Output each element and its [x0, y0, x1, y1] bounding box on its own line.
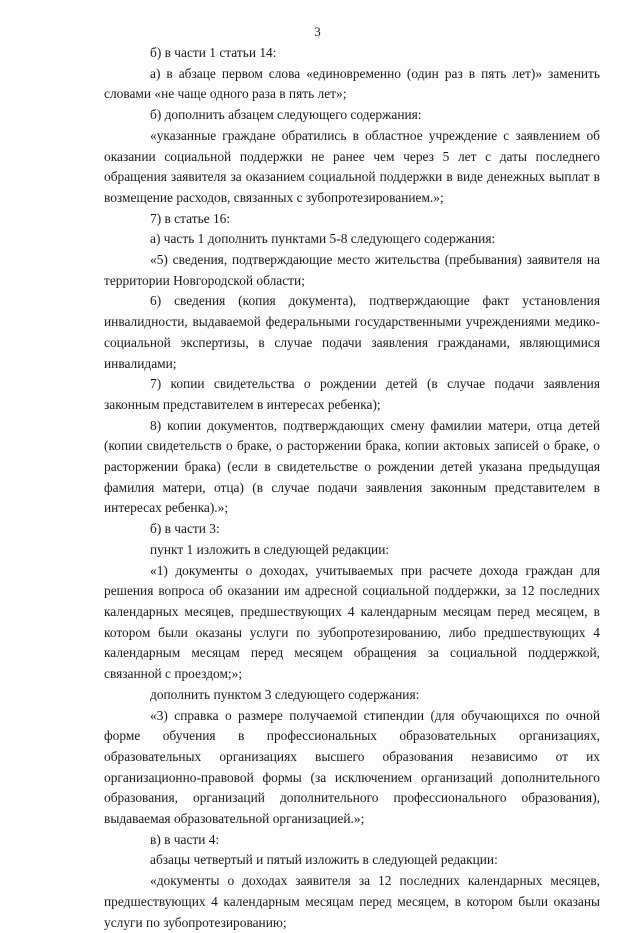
paragraph-13: «1) документы о доходах, учитываемых при расчете дохода граждан для решения вопроса об оказании им адресной социальной поддержки, за 12 последних календарных месяцев, предшествующих 4 календарным месяцам перед месяцем, в котором были оказаны услуги по зубопротезированию, либо предшествующих 4 календарным месяцам перед месяцем обращения за социальной поддержкой, связанной с проездом;»;	[104, 562, 600, 682]
paragraph-2: а) в абзаце первом слова «единовременно (один раз в пять лет)» заменить словами «не чаще одного раза в пять лет»;	[104, 65, 600, 102]
paragraph-1: б) в части 1 статьи 14:	[150, 45, 277, 60]
paragraph-6: а) часть 1 дополнить пунктами 5-8 следующего содержания:	[150, 231, 496, 247]
paragraph-18: «документы о доходах заявителя за 12 последних календарных месяцев, предшествующих 4 календарным месяцам перед месяцем, в котором были оказаны услуги по зубопротезированию;	[104, 873, 600, 930]
page-number: 3	[314, 24, 321, 39]
paragraph-11: б) в части 3:	[150, 521, 220, 537]
paragraph-9: 7) копии свидетельства о рождении детей (в случае подачи заявления законным представителем в интересах ребенка);	[104, 376, 600, 412]
paragraph-17: абзацы четвертый и пятый изложить в следующей редакции:	[150, 852, 498, 868]
paragraph-4: «указанные граждане обратились в областное учреждение с заявлением об оказании социальной поддержки не ранее чем через 5 лет с даты последнего обращения заявителя за оказанием социальной поддержки в виде денежных выплат в возмещение расходов, связанных с зубопротезированием.»;	[104, 127, 600, 205]
paragraph-8: 6) сведения (копия документа), подтверждающие факт установления инвалидности, выдаваемой федеральными государственными учреждениями медико-социальной экспертизы, в случае подачи заявления гражданами, являющимися инвалидами;	[104, 293, 600, 371]
paragraph-5: 7) в статье 16:	[150, 210, 231, 226]
paragraph-12: пункт 1 изложить в следующей редакции:	[150, 541, 390, 557]
paragraph-3: б) дополнить абзацем следующего содержания:	[150, 107, 422, 123]
paragraph-14: дополнить пунктом 3 следующего содержания:	[150, 686, 420, 702]
paragraph-7: «5) сведения, подтверждающие место жительства (пребывания) заявителя на территории Новгородской области;	[104, 252, 600, 288]
document-body	[104, 43, 600, 933]
paragraph-15: «3) справка о размере получаемой стипендии (для обучающихся по очной форме обучения в профессиональных образовательных организациях, образовательных организациях высшего образования независимо от их организационно-правовой формы (за исключением организаций дополнительного образования, организаций дополнительного профессионального образования), выдаваемая образовательной организацией.»;	[104, 707, 600, 827]
paragraph-10: 8) копии документов, подтверждающих смену фамилии матери, отца детей (копии свидетельств о браке, о расторжении брака, копии актовых записей о браке, о расторжении брака) (если в свидетельстве о рождении детей указана предыдущая фамилия матери, отца) (в случае подачи заявления законным представителем в интересах ребенка).»;	[104, 417, 600, 516]
paragraph-16: в) в части 4:	[150, 831, 220, 847]
